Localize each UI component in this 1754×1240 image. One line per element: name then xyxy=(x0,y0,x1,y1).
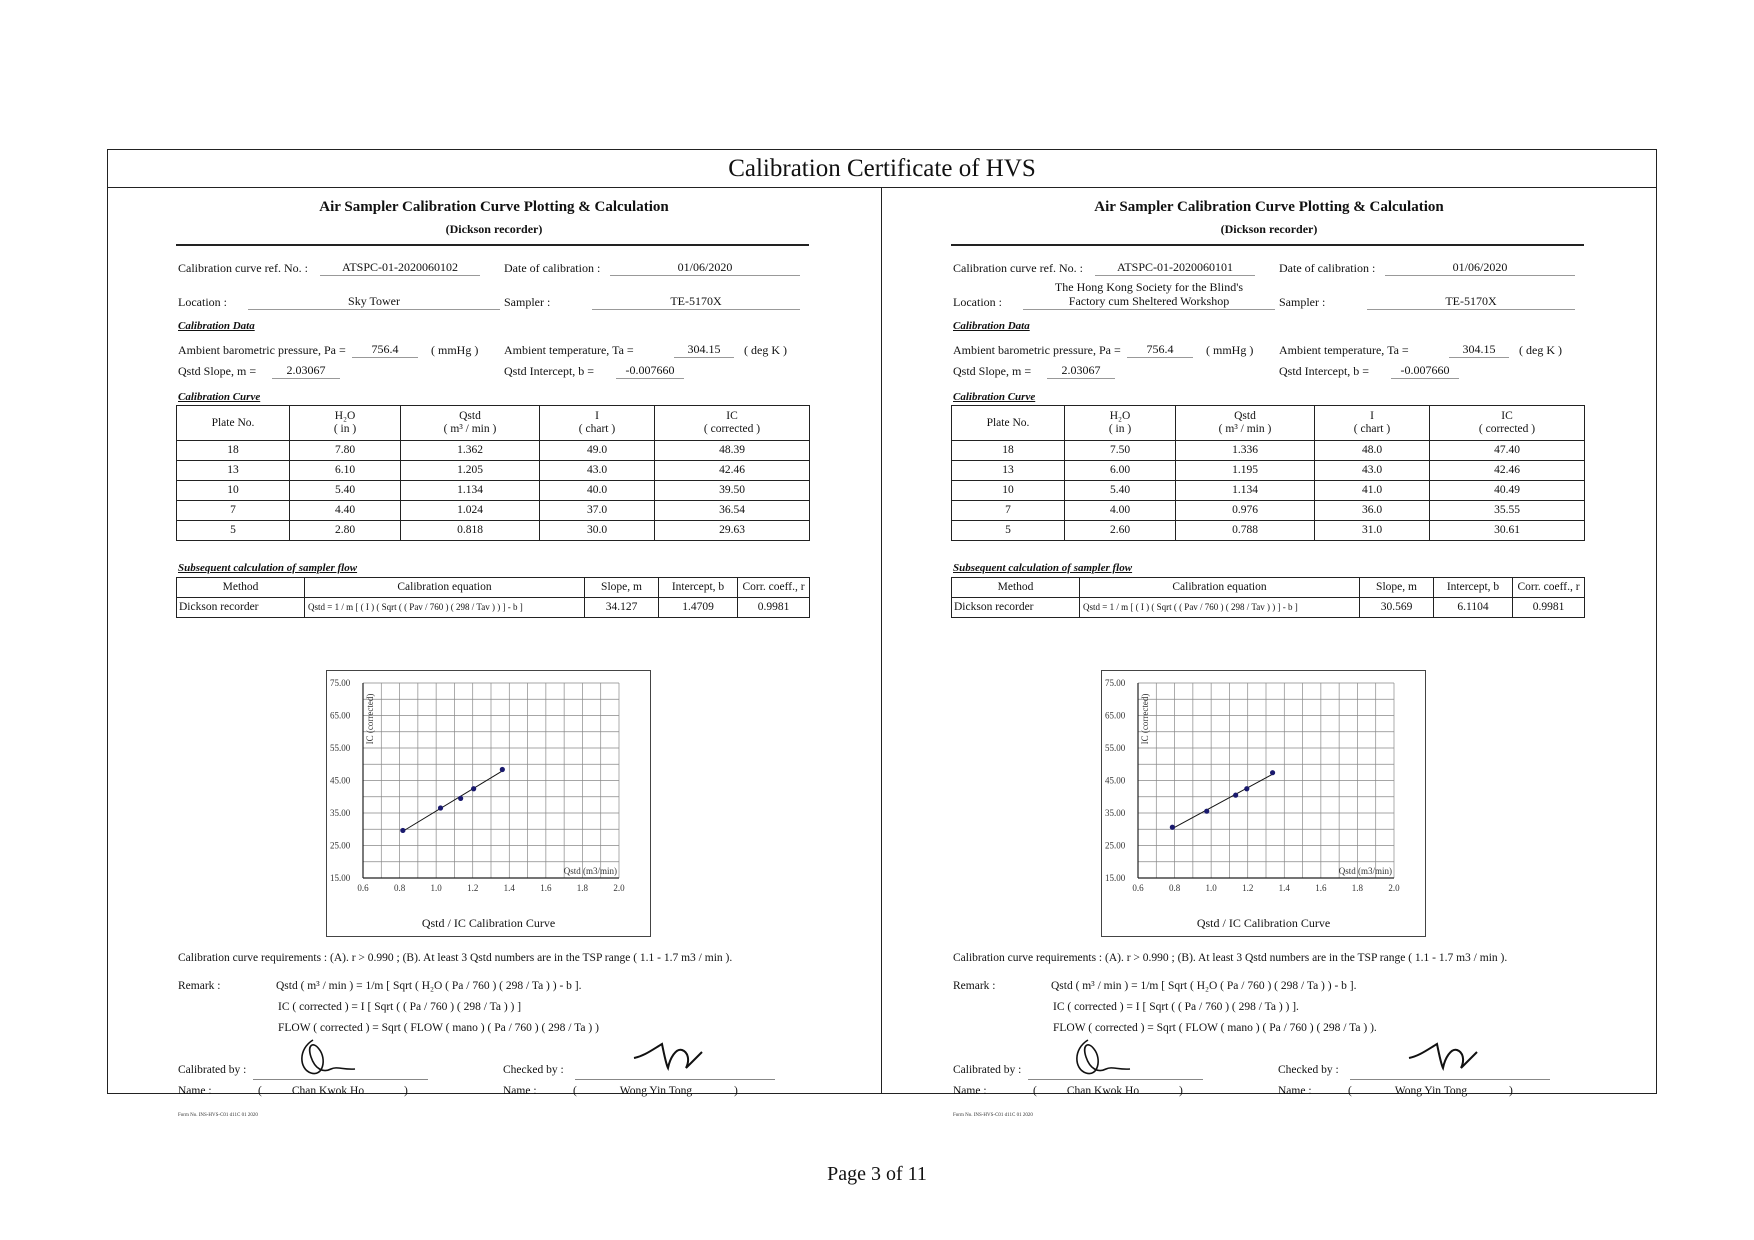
checked-name-close: ) xyxy=(734,1085,738,1097)
col-header-qstd xyxy=(401,406,540,441)
flow-header-method: Method xyxy=(952,578,1080,598)
flow-header-intercept: Intercept, b xyxy=(659,578,738,598)
table-cell: 1.195 xyxy=(1176,461,1315,481)
y-axis-title: IC (corrected) xyxy=(365,693,375,745)
checked-by-label: Checked by : xyxy=(503,1064,564,1076)
x-tick-label: 0.8 xyxy=(393,883,406,893)
table-cell: 42.46 xyxy=(1430,461,1585,481)
flow-slope: 34.127 xyxy=(585,598,659,618)
calibration-panel-left xyxy=(108,188,880,1118)
calibrated-signature-icon xyxy=(1068,1035,1138,1079)
flow-intercept: 6.1104 xyxy=(1434,598,1513,618)
checked-name-open: ( xyxy=(573,1085,577,1097)
pressure-unit: ( mmHg ) xyxy=(1206,343,1254,357)
calibrated-name-close: ) xyxy=(1179,1085,1183,1097)
table-cell: 5 xyxy=(952,521,1065,541)
flow-header-row xyxy=(177,578,810,598)
table-cell: 43.0 xyxy=(540,461,655,481)
table-cell: 18 xyxy=(177,441,290,461)
table-cell: 35.55 xyxy=(1430,501,1585,521)
location-value: Sky Tower xyxy=(248,294,500,310)
form-number: Form No. INS-HVS-C01 d11C 01 2020 xyxy=(178,1113,258,1118)
header-text: IC xyxy=(1501,410,1513,422)
slope-label: Qstd Slope, m = xyxy=(178,364,257,378)
table-cell: 6.10 xyxy=(290,461,401,481)
header-unit: ( chart ) xyxy=(1353,423,1391,435)
temperature-value: 304.15 xyxy=(1449,342,1509,358)
date-label: Date of calibration : xyxy=(504,261,601,275)
checked-signature-line xyxy=(575,1078,775,1080)
calibration-curve-heading: Calibration Curve xyxy=(178,391,261,403)
checked-signature-icon xyxy=(1405,1038,1485,1074)
table-cell: 43.0 xyxy=(1315,461,1430,481)
y-tick-label: 45.00 xyxy=(330,775,351,786)
certificate-frame xyxy=(107,149,1657,1118)
table-cell: 5.40 xyxy=(290,481,401,501)
calibration-table xyxy=(951,405,1585,541)
x-tick-label: 1.0 xyxy=(430,883,442,893)
table-cell: 1.134 xyxy=(1176,481,1315,501)
x-tick-label: 1.6 xyxy=(1315,883,1327,893)
calibrated-name-open: ( xyxy=(1033,1085,1037,1097)
calibrated-name-label: Name : xyxy=(178,1085,212,1097)
y-tick-label: 55.00 xyxy=(330,743,351,753)
flow-intercept: 1.4709 xyxy=(659,598,738,618)
x-tick-label: 1.2 xyxy=(1242,883,1254,893)
table-cell: 48.39 xyxy=(655,441,810,461)
y-tick-label: 35.00 xyxy=(330,808,351,818)
date-value: 01/06/2020 xyxy=(610,260,800,276)
data-point xyxy=(400,828,405,833)
data-point xyxy=(458,796,463,801)
checked-name-label: Name : xyxy=(503,1085,537,1097)
header-unit: ( m³ / min ) xyxy=(1218,423,1272,435)
title-rule xyxy=(951,244,1584,246)
table-row xyxy=(177,481,810,501)
chart-title: Qstd / IC Calibration Curve xyxy=(1196,916,1331,930)
table-cell: 49.0 xyxy=(540,441,655,461)
requirements-text: Calibration curve requirements : (A). r > 0.990 ; (B). At least 3 Qstd numbers are in the TSP range ( 1.1 - 1.7 m3 / min ). xyxy=(953,952,1508,964)
remark-line-1: Qstd ( m³ / min ) = 1/m [ Sqrt ( H₂O ( Pa / 760 ) ( 298 / Ta ) ) - b ]. xyxy=(1051,980,1357,992)
date-label: Date of calibration : xyxy=(1279,261,1376,275)
slope-value: 2.03067 xyxy=(1047,363,1115,379)
table-cell: 1.024 xyxy=(401,501,540,521)
header-text: I xyxy=(1370,410,1374,422)
table-cell: 7.50 xyxy=(1065,441,1176,461)
calibration-table xyxy=(176,405,810,541)
y-tick-label: 25.00 xyxy=(1105,840,1126,851)
table-cell: 2.60 xyxy=(1065,521,1176,541)
table-row xyxy=(177,521,810,541)
table-cell: 40.0 xyxy=(540,481,655,501)
calibrated-name-close: ) xyxy=(404,1085,408,1097)
flow-equation: Qstd = 1 / m [ ( I ) ( Sqrt ( ( Pav / 760 ) ( 298 / Tav ) ) ] - b ] xyxy=(1080,598,1360,618)
table-cell: 1.336 xyxy=(1176,441,1315,461)
certificate-title: Calibration Certificate of HVS xyxy=(108,150,1656,188)
flow-header-row xyxy=(952,578,1585,598)
temperature-unit: ( deg K ) xyxy=(744,343,787,357)
flow-header-slope: Slope, m xyxy=(1360,578,1434,598)
table-row xyxy=(177,501,810,521)
x-tick-label: 1.4 xyxy=(503,883,515,893)
table-cell: 5.40 xyxy=(1065,481,1176,501)
data-point xyxy=(1204,809,1209,814)
calibrated-signature-icon xyxy=(293,1035,363,1079)
data-point xyxy=(471,786,476,791)
data-point xyxy=(1233,793,1238,798)
flow-corr: 0.9981 xyxy=(1513,598,1585,618)
table-cell: 10 xyxy=(177,481,290,501)
table-row xyxy=(952,521,1585,541)
header-text: H₂O xyxy=(334,410,356,422)
calibration-chart xyxy=(326,670,651,937)
pressure-unit: ( mmHg ) xyxy=(431,343,479,357)
panel-title: Air Sampler Calibration Curve Plotting & Calculation xyxy=(319,199,669,215)
header-text: H₂O xyxy=(1109,410,1131,422)
flow-data-row xyxy=(177,598,810,618)
header-unit: ( m³ / min ) xyxy=(443,423,497,435)
header-unit: ( corrected ) xyxy=(1478,423,1536,435)
table-cell: 29.63 xyxy=(655,521,810,541)
col-header-plate xyxy=(177,406,290,441)
table-cell: 48.0 xyxy=(1315,441,1430,461)
sampler-label: Sampler : xyxy=(1279,295,1326,309)
x-tick-label: 0.6 xyxy=(357,883,369,893)
intercept-value: -0.007660 xyxy=(616,363,684,379)
panel-subtitle: (Dickson recorder) xyxy=(445,222,543,236)
y-tick-label: 35.00 xyxy=(1105,808,1126,818)
calibration-panel-right xyxy=(883,188,1655,1118)
table-cell: 31.0 xyxy=(1315,521,1430,541)
col-header-h2o xyxy=(1065,406,1176,441)
table-cell: 4.00 xyxy=(1065,501,1176,521)
y-tick-label: 15.00 xyxy=(1105,873,1126,883)
ref-no-label: Calibration curve ref. No. : xyxy=(178,261,308,275)
table-cell: 13 xyxy=(177,461,290,481)
page-number: Page 3 of 11 xyxy=(827,1163,927,1185)
intercept-label: Qstd Intercept, b = xyxy=(504,364,595,378)
table-cell: 41.0 xyxy=(1315,481,1430,501)
x-tick-label: 1.0 xyxy=(1205,883,1217,893)
slope-value: 2.03067 xyxy=(272,363,340,379)
header-text: Plate No. xyxy=(986,416,1030,429)
flow-slope: 30.569 xyxy=(1360,598,1434,618)
temperature-value: 304.15 xyxy=(674,342,734,358)
y-tick-label: 55.00 xyxy=(1105,743,1126,753)
x-tick-label: 1.6 xyxy=(540,883,552,893)
table-header-row xyxy=(177,406,810,441)
header-unit: ( chart ) xyxy=(578,423,616,435)
checked-name-label: Name : xyxy=(1278,1085,1312,1097)
x-axis-title: Qstd (m3/min) xyxy=(563,866,617,876)
y-tick-label: 15.00 xyxy=(330,873,351,883)
flow-method: Dickson recorder xyxy=(177,598,305,618)
flow-corr: 0.9981 xyxy=(738,598,810,618)
table-cell: 0.818 xyxy=(401,521,540,541)
col-header-plate xyxy=(952,406,1065,441)
table-cell: 36.54 xyxy=(655,501,810,521)
header-text: Plate No. xyxy=(211,416,255,429)
y-tick-label: 75.00 xyxy=(330,678,351,688)
table-cell: 7.80 xyxy=(290,441,401,461)
header-unit: ( corrected ) xyxy=(703,423,761,435)
header-unit: ( in ) xyxy=(1108,423,1132,435)
data-point xyxy=(500,767,505,772)
temperature-label: Ambient temperature, Ta = xyxy=(504,343,634,357)
table-cell: 40.49 xyxy=(1430,481,1585,501)
temperature-label: Ambient temperature, Ta = xyxy=(1279,343,1409,357)
subsequent-calc-heading: Subsequent calculation of sampler flow xyxy=(178,562,358,574)
title-rule xyxy=(176,244,809,246)
table-row xyxy=(952,461,1585,481)
col-header-ic xyxy=(655,406,810,441)
col-header-qstd xyxy=(1176,406,1315,441)
x-tick-label: 0.8 xyxy=(1168,883,1181,893)
table-cell: 30.61 xyxy=(1430,521,1585,541)
remark-line-2: IC ( corrected ) = I [ Sqrt ( ( Pa / 760 ) ( 298 / Ta ) ) ]. xyxy=(1053,1001,1299,1013)
pressure-value: 756.4 xyxy=(1127,342,1193,358)
header-unit: ( in ) xyxy=(333,423,357,435)
remark-line-1: Qstd ( m³ / min ) = 1/m [ Sqrt ( H₂O ( Pa / 760 ) ( 298 / Ta ) ) - b ]. xyxy=(276,980,582,992)
calibration-chart xyxy=(1101,670,1426,937)
sampler-value: TE-5170X xyxy=(592,294,800,310)
location-label: Location : xyxy=(178,295,227,309)
calibrated-name-open: ( xyxy=(258,1085,262,1097)
flow-data-row xyxy=(952,598,1585,618)
col-header-i xyxy=(1315,406,1430,441)
pressure-label: Ambient barometric pressure, Pa = xyxy=(953,343,1121,357)
calibration-curve-heading: Calibration Curve xyxy=(953,391,1036,403)
y-tick-label: 65.00 xyxy=(1105,710,1126,721)
table-cell: 6.00 xyxy=(1065,461,1176,481)
data-point xyxy=(1270,770,1275,775)
table-cell: 2.80 xyxy=(290,521,401,541)
checked-name: Wong Yin Tong xyxy=(619,1085,693,1097)
table-cell: 0.976 xyxy=(1176,501,1315,521)
checked-by-label: Checked by : xyxy=(1278,1064,1339,1076)
table-cell: 10 xyxy=(952,481,1065,501)
x-axis-title: Qstd (m3/min) xyxy=(1338,866,1392,876)
checked-name-close: ) xyxy=(1509,1085,1513,1097)
calibrated-name-label: Name : xyxy=(953,1085,987,1097)
calibration-data-heading: Calibration Data xyxy=(953,320,1030,332)
table-cell: 42.46 xyxy=(655,461,810,481)
table-row xyxy=(952,501,1585,521)
x-tick-label: 0.6 xyxy=(1132,883,1144,893)
chart-title: Qstd / IC Calibration Curve xyxy=(421,916,556,930)
calibration-data-heading: Calibration Data xyxy=(178,320,255,332)
table-row xyxy=(177,461,810,481)
requirements-text: Calibration curve requirements : (A). r > 0.990 ; (B). At least 3 Qstd numbers are in the TSP range ( 1.1 - 1.7 m3 / min ). xyxy=(178,952,733,964)
flow-header-equation: Calibration equation xyxy=(1080,578,1360,598)
table-cell: 4.40 xyxy=(290,501,401,521)
table-row xyxy=(952,481,1585,501)
checked-signature-icon xyxy=(630,1038,710,1074)
panel-title: Air Sampler Calibration Curve Plotting & Calculation xyxy=(1094,199,1444,215)
table-cell: 13 xyxy=(952,461,1065,481)
date-value: 01/06/2020 xyxy=(1385,260,1575,276)
header-text: I xyxy=(595,410,599,422)
flow-header-corr: Corr. coeff., r xyxy=(1513,578,1585,598)
slope-label: Qstd Slope, m = xyxy=(953,364,1032,378)
calibrated-by-label: Calibrated by : xyxy=(178,1064,247,1076)
remark-line-3: FLOW ( corrected ) = Sqrt ( FLOW ( mano ) ( Pa / 760 ) ( 298 / Ta ) ) xyxy=(278,1022,599,1034)
ref-no-label: Calibration curve ref. No. : xyxy=(953,261,1083,275)
x-tick-label: 2.0 xyxy=(613,883,625,893)
flow-header-intercept: Intercept, b xyxy=(1434,578,1513,598)
remark-label: Remark : xyxy=(178,980,221,992)
flow-table xyxy=(951,577,1585,618)
y-axis-title: IC (corrected) xyxy=(1140,693,1150,745)
table-cell: 47.40 xyxy=(1430,441,1585,461)
table-cell: 5 xyxy=(177,521,290,541)
y-tick-label: 65.00 xyxy=(330,710,351,721)
flow-header-slope: Slope, m xyxy=(585,578,659,598)
data-point xyxy=(1170,825,1175,830)
remark-line-2: IC ( corrected ) = I [ Sqrt ( ( Pa / 760 ) ( 298 / Ta ) ) ] xyxy=(278,1001,522,1013)
y-tick-label: 45.00 xyxy=(1105,775,1126,786)
table-cell: 0.788 xyxy=(1176,521,1315,541)
flow-header-method: Method xyxy=(177,578,305,598)
checked-signature-line xyxy=(1350,1078,1550,1080)
col-header-h2o xyxy=(290,406,401,441)
subsequent-calc-heading: Subsequent calculation of sampler flow xyxy=(953,562,1133,574)
table-cell: 37.0 xyxy=(540,501,655,521)
flow-header-corr: Corr. coeff., r xyxy=(738,578,810,598)
table-cell: 39.50 xyxy=(655,481,810,501)
chart-plot xyxy=(327,671,650,936)
trend-line xyxy=(1172,774,1272,828)
flow-method: Dickson recorder xyxy=(952,598,1080,618)
header-text: Qstd xyxy=(1234,410,1256,422)
pressure-value: 756.4 xyxy=(352,342,418,358)
sampler-label: Sampler : xyxy=(504,295,551,309)
flow-equation: Qstd = 1 / m [ ( I ) ( Sqrt ( ( Pav / 760 ) ( 298 / Tav ) ) ] - b ] xyxy=(305,598,585,618)
header-text: IC xyxy=(726,410,738,422)
data-point xyxy=(438,805,443,810)
data-point xyxy=(1244,786,1249,791)
chart-plot xyxy=(1102,671,1425,936)
calibrated-name: Chan Kwok Ho xyxy=(291,1085,365,1097)
x-tick-label: 1.8 xyxy=(576,883,589,893)
table-cell: 1.205 xyxy=(401,461,540,481)
y-tick-label: 75.00 xyxy=(1105,678,1126,688)
panel-subtitle: (Dickson recorder) xyxy=(1220,222,1318,236)
table-row xyxy=(177,441,810,461)
x-tick-label: 1.8 xyxy=(1351,883,1364,893)
sampler-value: TE-5170X xyxy=(1367,294,1575,310)
header-text: Qstd xyxy=(459,410,481,422)
table-cell: 1.362 xyxy=(401,441,540,461)
form-number: Form No. INS-HVS-C01 d11C 01 2020 xyxy=(953,1113,1033,1118)
x-tick-label: 2.0 xyxy=(1388,883,1400,893)
column-divider xyxy=(881,188,882,1093)
calibrated-name: Chan Kwok Ho xyxy=(1066,1085,1140,1097)
x-tick-label: 1.4 xyxy=(1278,883,1290,893)
checked-name: Wong Yin Tong xyxy=(1394,1085,1468,1097)
ref-no-value: ATSPC-01-2020060101 xyxy=(1095,260,1255,276)
remark-line-3: FLOW ( corrected ) = Sqrt ( FLOW ( mano ) ( Pa / 760 ) ( 298 / Ta ) ). xyxy=(1053,1022,1377,1034)
checked-name-open: ( xyxy=(1348,1085,1352,1097)
table-cell: 7 xyxy=(177,501,290,521)
pressure-label: Ambient barometric pressure, Pa = xyxy=(178,343,346,357)
flow-table xyxy=(176,577,810,618)
y-tick-label: 25.00 xyxy=(330,840,351,851)
intercept-label: Qstd Intercept, b = xyxy=(1279,364,1370,378)
table-cell: 30.0 xyxy=(540,521,655,541)
remark-label: Remark : xyxy=(953,980,996,992)
calibrated-by-label: Calibrated by : xyxy=(953,1064,1022,1076)
table-row xyxy=(952,441,1585,461)
flow-header-equation: Calibration equation xyxy=(305,578,585,598)
table-cell: 1.134 xyxy=(401,481,540,501)
location-value: Factory cum Sheltered Workshop xyxy=(1023,294,1275,310)
location-label: Location : xyxy=(953,295,1002,309)
col-header-i xyxy=(540,406,655,441)
table-cell: 36.0 xyxy=(1315,501,1430,521)
col-header-ic xyxy=(1430,406,1585,441)
table-cell: 18 xyxy=(952,441,1065,461)
table-cell: 7 xyxy=(952,501,1065,521)
intercept-value: -0.007660 xyxy=(1391,363,1459,379)
temperature-unit: ( deg K ) xyxy=(1519,343,1562,357)
table-header-row xyxy=(952,406,1585,441)
ref-no-value: ATSPC-01-2020060102 xyxy=(320,260,480,276)
location-line1: The Hong Kong Society for the Blind's xyxy=(1054,280,1244,294)
x-tick-label: 1.2 xyxy=(467,883,479,893)
